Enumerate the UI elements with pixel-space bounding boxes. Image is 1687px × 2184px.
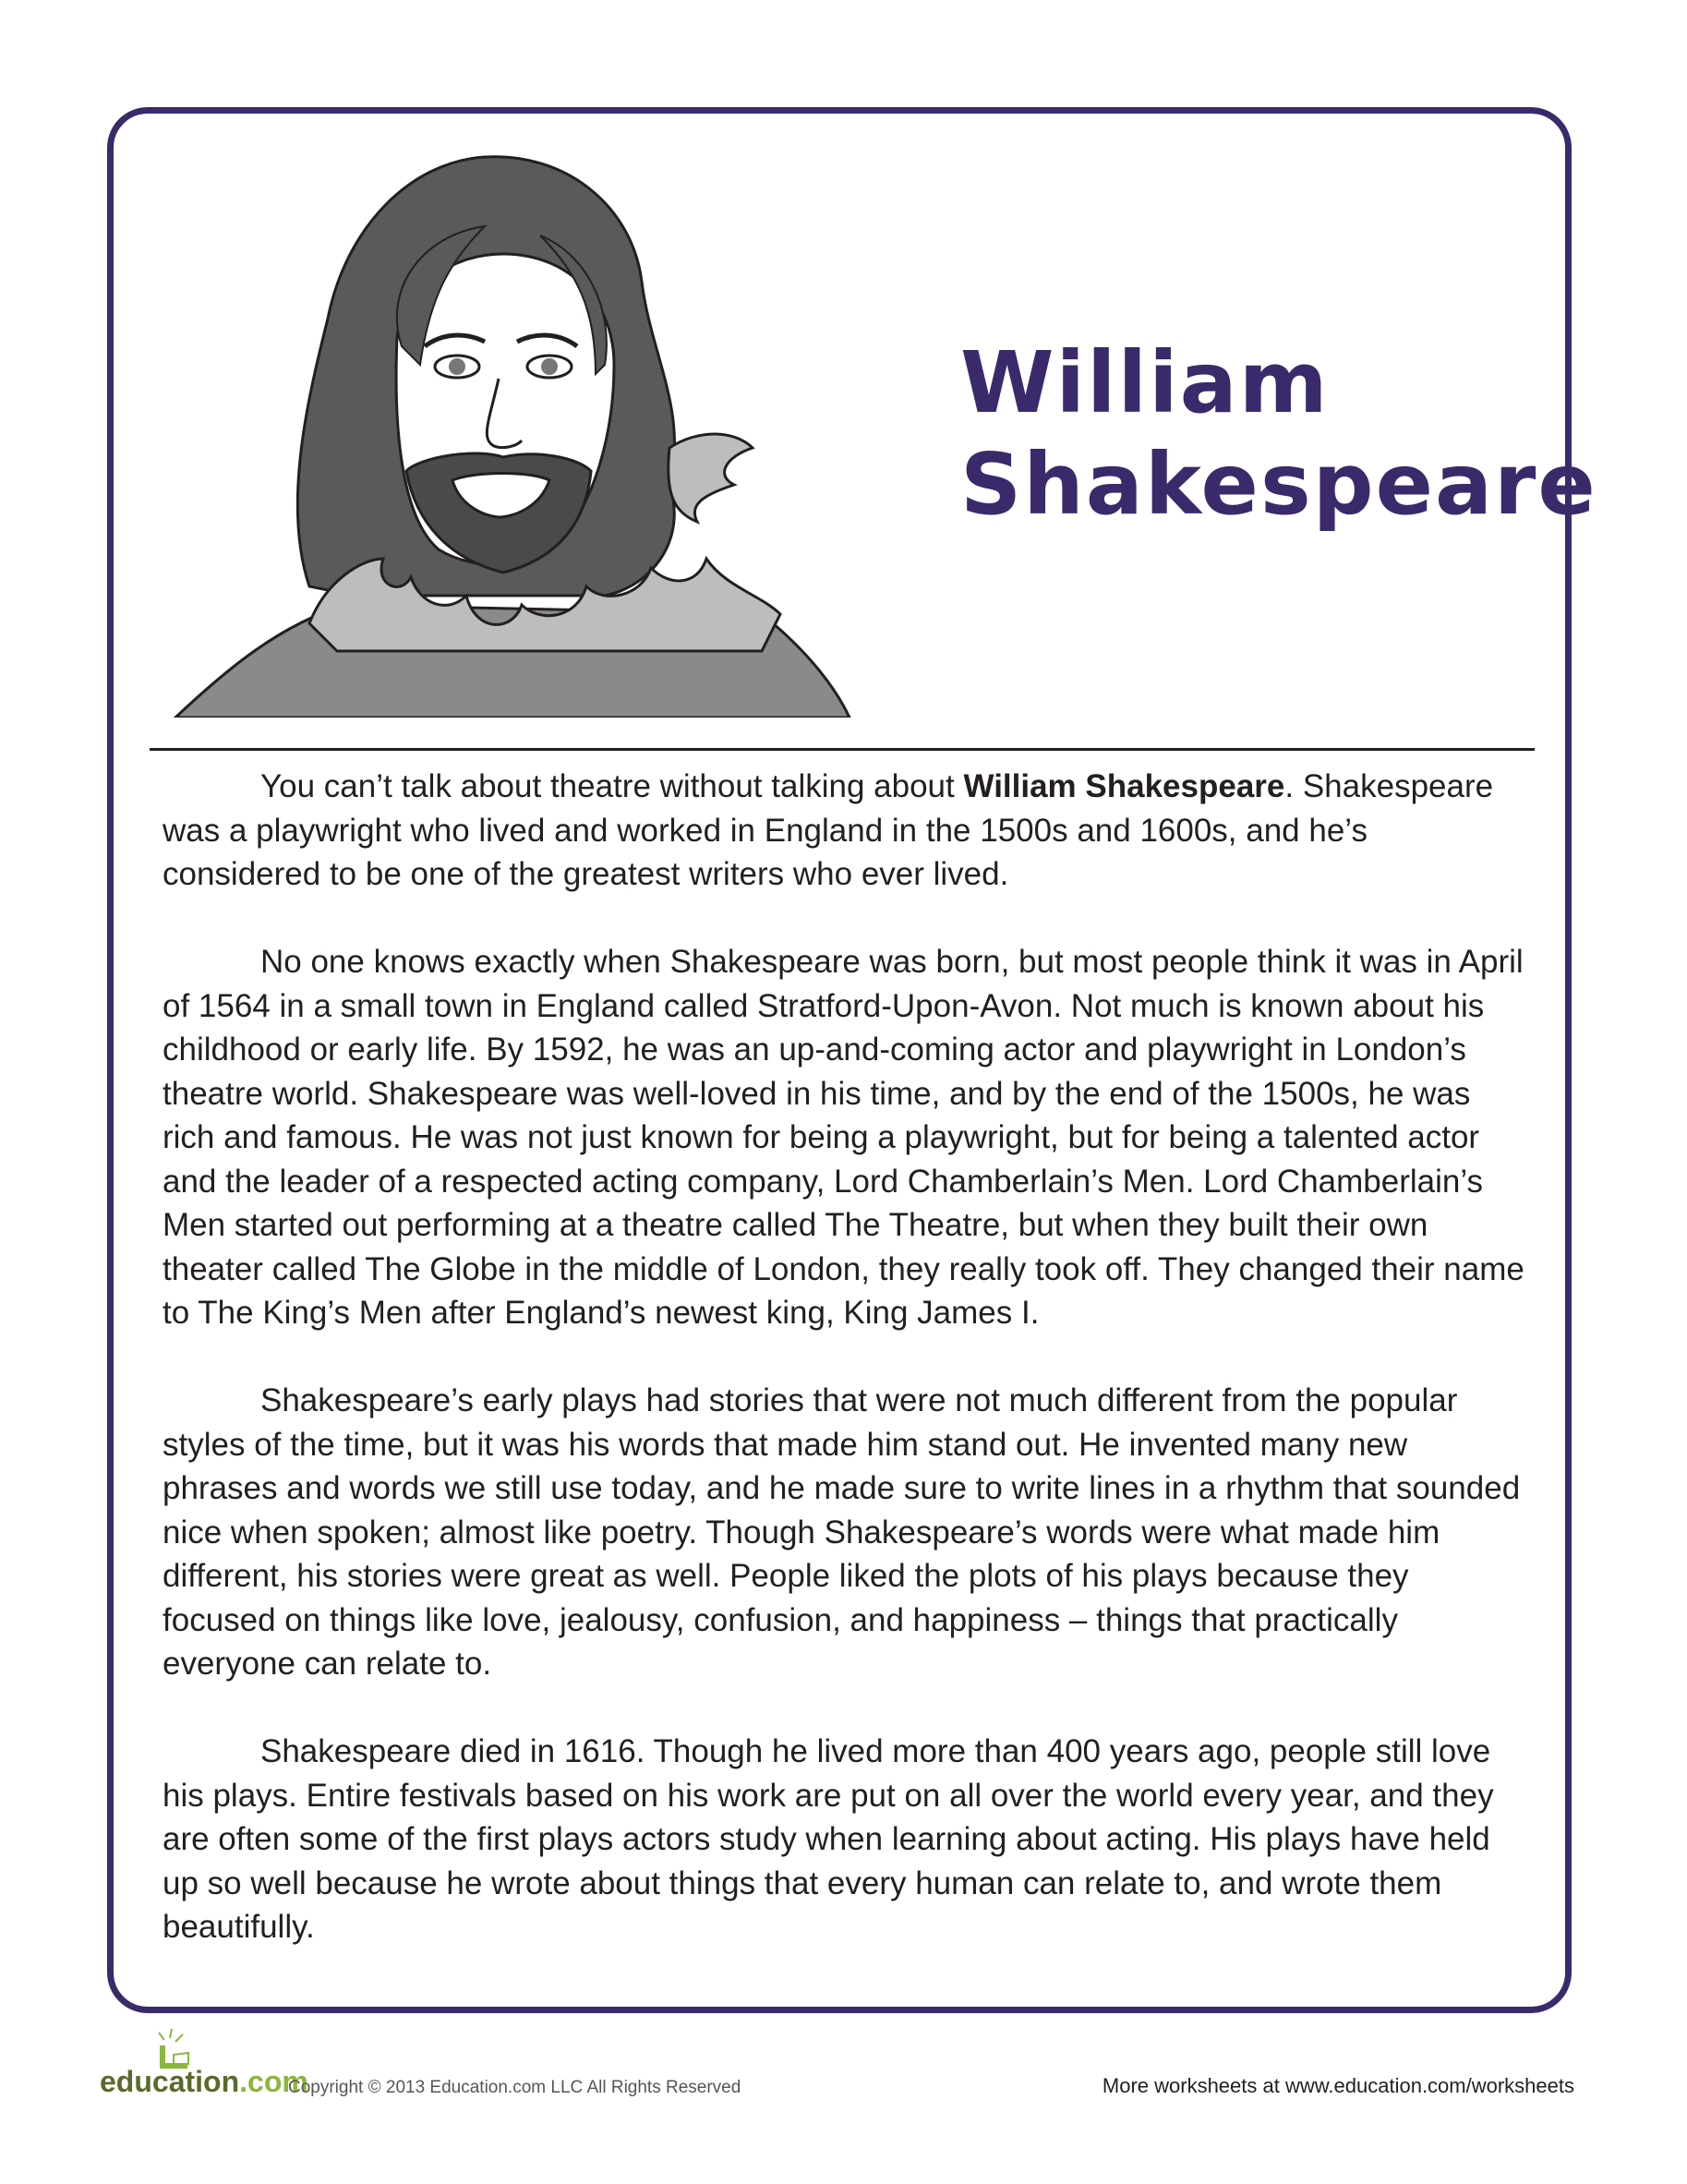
more-worksheets-link[interactable]: More worksheets at www.education.com/worksheets — [1102, 2074, 1574, 2097]
page-title — [960, 332, 1597, 536]
title-line-1: William — [960, 333, 1330, 432]
copyright-text: Copyright © 2013 Education.com LLC All Rights Reserved — [288, 2078, 741, 2097]
paragraph-3: Shakespeare’s early plays had stories that were not much different from the popular styles of the time, but it was his words that made him stand out. He invented many new phrases and words we still use today, and he made sure to write lines in a rhythm that sounded nice when spoken; almost like poetry. Though Shakespeare’s words were what made him different, his stories were great as well. People liked the plots of his plays because they focused on things like love, jealousy, confusion, and happiness – things that practically everyone can relate to. — [163, 1382, 1521, 1682]
education-logo-text — [100, 2065, 308, 2099]
article-body — [163, 765, 1529, 1993]
logo-main: education — [100, 2065, 240, 2098]
paragraph-2: No one knows exactly when Shakespeare was born, but most people think it was in April of 1564 in a small town in England called Stratford-Upon-Avon. Not much is known about his childhood or early life. By 1592, he was an up-and-coming actor and playwright in London’s theatre world. Shakespeare was well-loved in his time, and by the end of the 1500s, he was rich and famous. He was not just known for being a playwright, but for being a talented actor and the leader of a respected acting company, Lord Chamberlain’s Men. Lord Chamberlain’s Men started out performing at a theatre called The Theatre, but when they built their own theater called The Globe in the middle of London, they really took off. They changed their name to The King’s Men after England’s newest king, King James I. — [163, 944, 1524, 1331]
paragraph-4: Shakespeare died in 1616. Though he lived more than 400 years ago, people still love his plays. Entire festivals based on his work are put on all over the world every year, and they are often some of the first plays actors study when learning about acting. His plays have held up so well because he wrote about things that every human can relate to, and wrote them beautifully. — [163, 1733, 1494, 1945]
p1-text-end: . Shakespeare was a playwright who lived and worked in England in the 1500s and 1600s, and he’s considered to be one of the greatest writers who ever lived. — [163, 768, 1494, 892]
logo-dotcom: .com — [239, 2065, 308, 2098]
title-divider — [150, 748, 1535, 751]
paragraph-1 — [163, 765, 1529, 897]
shakespeare-portrait — [171, 152, 933, 718]
p1-text-start: You can’t talk about theatre without talking about — [260, 768, 964, 804]
p1-bold-name: William Shakespeare — [963, 768, 1285, 804]
title-line-2: Shakespeare — [960, 435, 1597, 534]
